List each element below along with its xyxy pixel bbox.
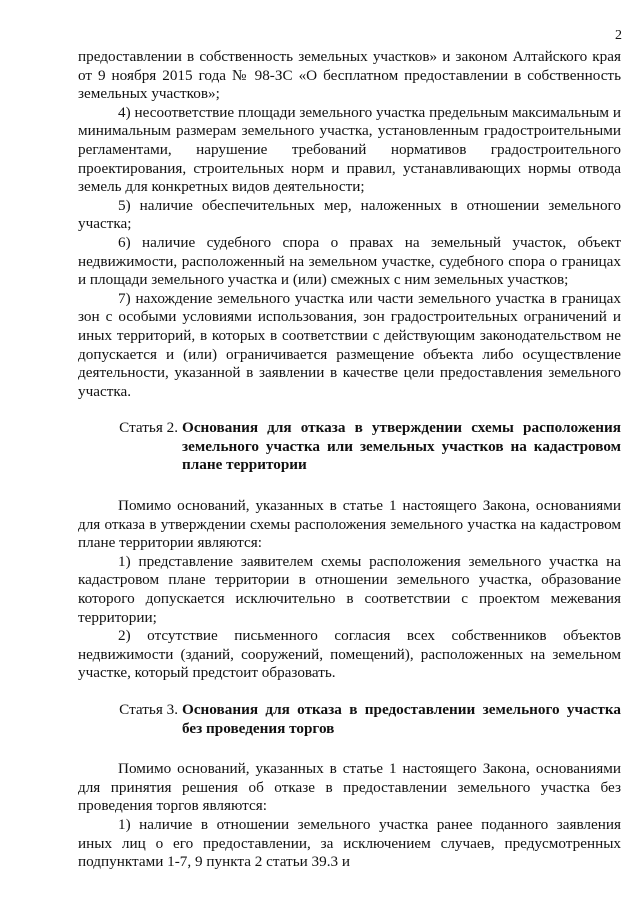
page-number: 2 [615, 28, 622, 43]
continuation-paragraph: предоставлении в собственность земельных участков» и законом Алтайского края от 9 ноября 2015 года № 98-ЗС «О бесплатном предоставлении в собственность земельных участков»; [78, 48, 621, 103]
article-2-label: Статья 2. [119, 419, 178, 437]
article-3-heading [78, 701, 621, 738]
list-item: 6) наличие судебного спора о правах на земельный участок, объект недвижимости, расположенный на земельном участке, судебного спора о границах и площади земельного участка и (или) смежных с ним земельных участков; [78, 233, 621, 289]
list-item: 1) представление заявителем схемы расположения земельного участка на кадастровом плане территории в отношении земельного участка, образование которого допускается исключительно в соответствии с проектом межевания территории; [78, 552, 621, 626]
list-item: 4) несоответствие площади земельного участка предельным максимальным и минимальным размерам земельного участка, установленным градостроительными регламентами, нарушение требований нормативов градостроительного проектирования, строительных норм и правил, устанавливающих нормы отвода земель для конкретных видов деятельности; [78, 103, 621, 196]
article-3-intro: Помимо оснований, указанных в статье 1 настоящего Закона, основаниями для принятия решения об отказе в предоставлении земельного участка без проведения торгов являются: [78, 760, 621, 815]
article-2-intro: Помимо оснований, указанных в статье 1 настоящего Закона, основаниями для отказа в утверждении схемы расположения земельного участка на кадастровом плане территории являются: [78, 497, 621, 552]
article-3-label: Статья 3. [119, 701, 178, 718]
article-3-title: Основания для отказа в предоставлении земельного участка без проведения торгов [182, 701, 621, 737]
article-2-title: Основания для отказа в утверждении схемы расположения земельного участка или земельных участков на кадастровом плане территории [182, 419, 621, 474]
list-item: 1) наличие в отношении земельного участка ранее поданного заявления иных лиц о его предоставлении, за исключением случаев, предусмотренных подпунктами 1-7, 9 пункта 2 статьи 39.3 и [78, 815, 621, 871]
document-body [78, 48, 621, 872]
list-item: 5) наличие обеспечительных мер, наложенных в отношении земельного участка; [78, 196, 621, 233]
list-item: 7) нахождение земельного участка или части земельного участка в границах зон с особыми условиями использования, зон градостроительных ограничений и иных территорий, в которых в соответствии с действующим законодательством не допускается и (или) ограничивается размещение объекта либо осуществление деятельности, указанной в заявлении в качестве цели предоставления земельного участка. [78, 289, 621, 400]
list-item: 2) отсутствие письменного согласия всех собственников объектов недвижимости (зданий, сооружений, помещений), расположенных на земельном участке, который предстоит образовать. [78, 627, 621, 682]
article-2-heading [78, 419, 621, 475]
